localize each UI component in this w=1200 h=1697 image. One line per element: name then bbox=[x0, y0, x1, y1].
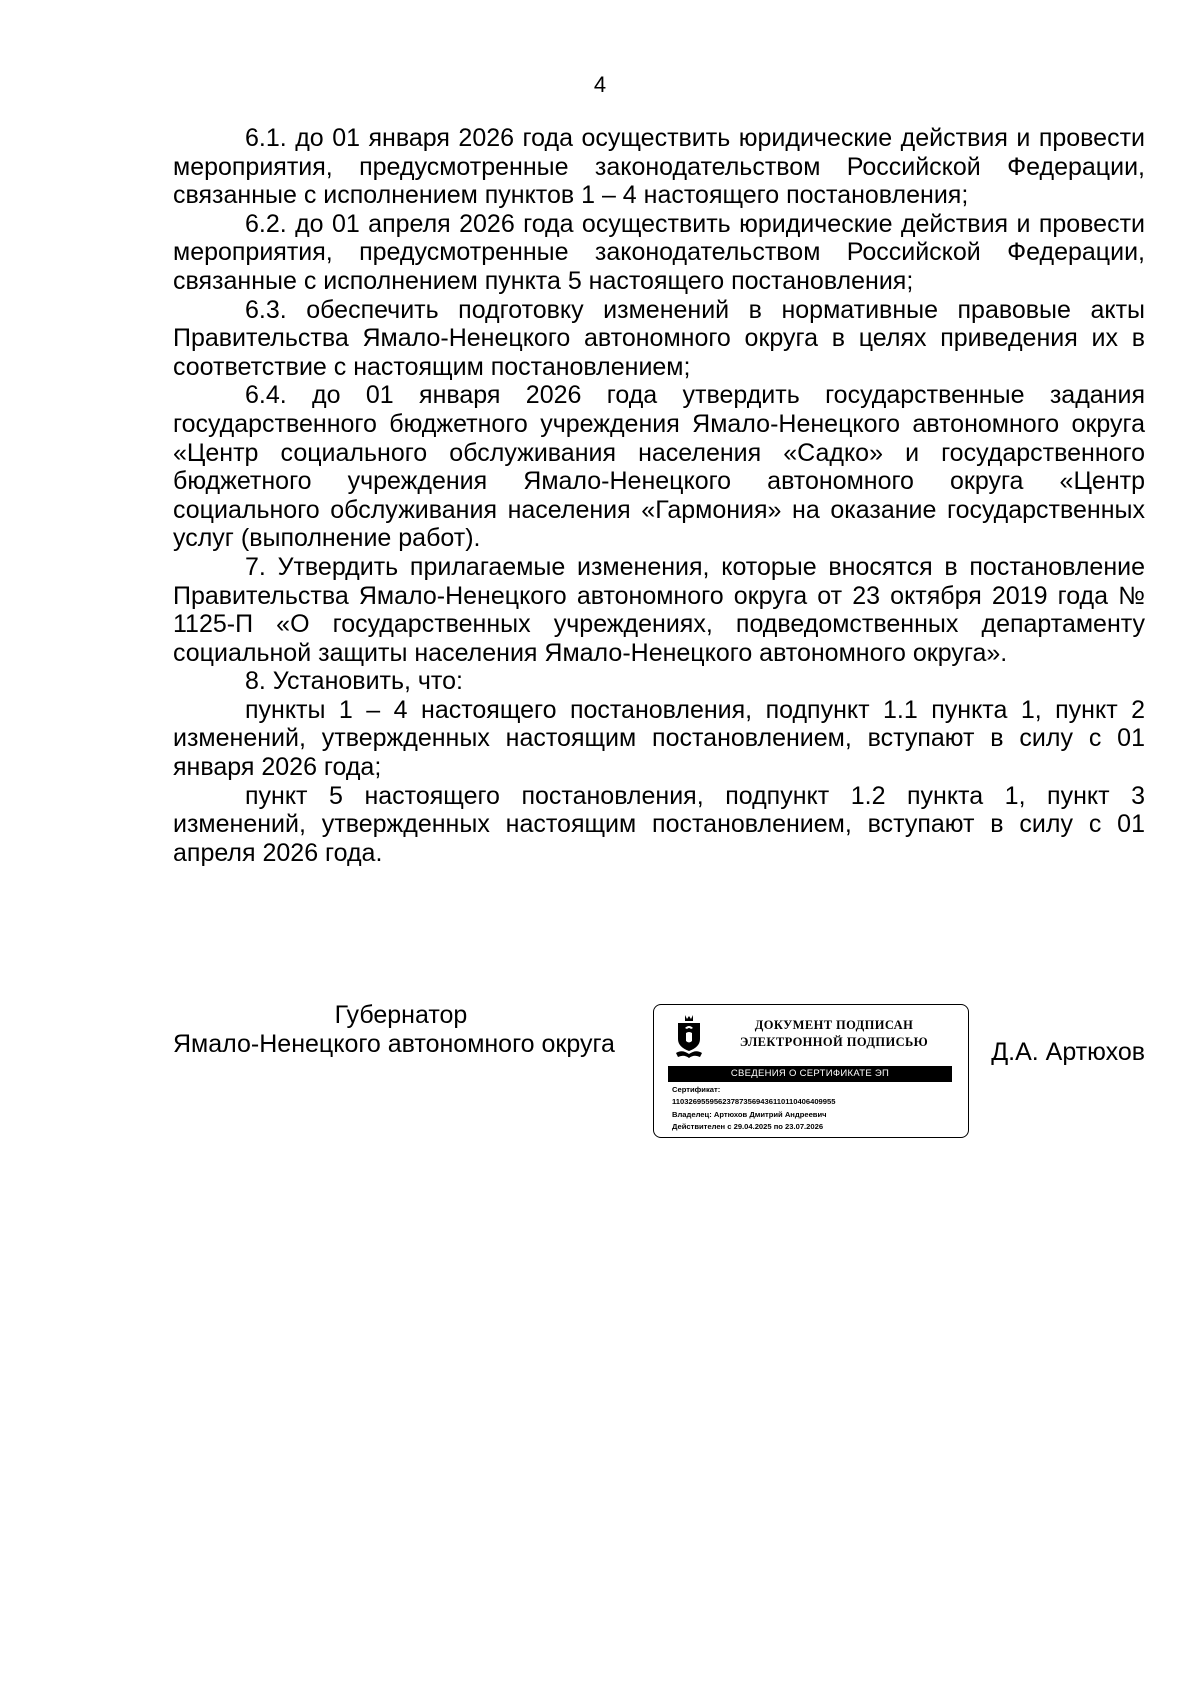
stamp-certificate-number: 110326955956237873569436110110406409955 bbox=[672, 1097, 836, 1107]
paragraph-7: 7. Утвердить прилагаемые изменения, которые вносятся в постановление Правительства Ямало-Ненецкого автономного округа от 23 октября 2019 года № 1125-П «О государственных учреждениях, подведомственных департаменту социальной защиты населения Ямало-Ненецкого автономного округа». bbox=[173, 552, 1145, 667]
paragraph-8-item-2: пункт 5 настоящего постановления, подпункт 1.2 пункта 1, пункт 3 изменений, утвержденных настоящим постановлением, вступают в силу с 01 апреля 2026 года. bbox=[173, 781, 1145, 867]
signature-block bbox=[0, 1001, 1200, 1141]
stamp-certificate-label: Сертификат: bbox=[672, 1085, 721, 1094]
signer-name: Д.А. Артюхов bbox=[991, 1038, 1145, 1066]
paragraph-6-2: 6.2. до 01 апреля 2026 года осуществить юридические действия и провести мероприятия, предусмотренные законодательством Российской Федерации, связанные с исполнением пункта 5 настоящего постановления; bbox=[173, 209, 1145, 295]
signer-position-title: Губернатор bbox=[334, 1001, 468, 1029]
paragraph-8: 8. Установить, что: bbox=[245, 667, 463, 696]
paragraph-8-item-1: пункты 1 – 4 настоящего постановления, подпункт 1.1 пункта 1, пункт 2 изменений, утвержденных настоящим постановлением, вступают в силу с 01 января 2026 года; bbox=[173, 695, 1145, 782]
signer-position bbox=[173, 1001, 643, 1059]
stamp-certificate-details bbox=[672, 1084, 962, 1133]
yanao-coat-of-arms-icon bbox=[674, 1013, 704, 1061]
signer-position-region: Ямало-Ненецкого автономного округа bbox=[173, 1030, 615, 1058]
page-number: 4 bbox=[593, 72, 607, 97]
stamp-owner: Владелец: Артюхов Дмитрий Андреевич bbox=[672, 1109, 827, 1119]
stamp-header-line-1: ДОКУМЕНТ ПОДПИСАН bbox=[754, 1018, 914, 1032]
paragraph-6-1: 6.1. до 01 января 2026 года осуществить юридические действия и провести мероприятия, предусмотренные законодательством Российской Федерации, связанные с исполнением пунктов 1 – 4 настоящего постановления; bbox=[173, 124, 1145, 210]
paragraph-6-3: 6.3. обеспечить подготовку изменений в нормативные правовые акты Правительства Ямало-Ненецкого автономного округа в целях приведения их в соответствие с настоящим постановлением; bbox=[173, 295, 1145, 381]
electronic-signature-stamp bbox=[653, 1004, 969, 1138]
stamp-header bbox=[714, 1017, 954, 1051]
document-body bbox=[173, 124, 1145, 867]
paragraph-6-4: 6.4. до 01 января 2026 года утвердить государственные задания государственного бюджетного учреждения Ямало-Ненецкого автономного округа «Центр социального обслуживания населения «Садко» и государственного бюджетного учреждения Ямало-Ненецкого автономного округа «Центр социального обслуживания населения «Гармония» на оказание государственных услуг (выполнение работ). bbox=[173, 381, 1145, 553]
stamp-header-line-2: ЭЛЕКТРОННОЙ ПОДПИСЬЮ bbox=[739, 1035, 929, 1049]
stamp-certificate-bar: СВЕДЕНИЯ О СЕРТИФИКАТЕ ЭП bbox=[668, 1066, 952, 1082]
stamp-validity: Действителен с 29.04.2025 по 23.07.2026 bbox=[672, 1121, 824, 1131]
